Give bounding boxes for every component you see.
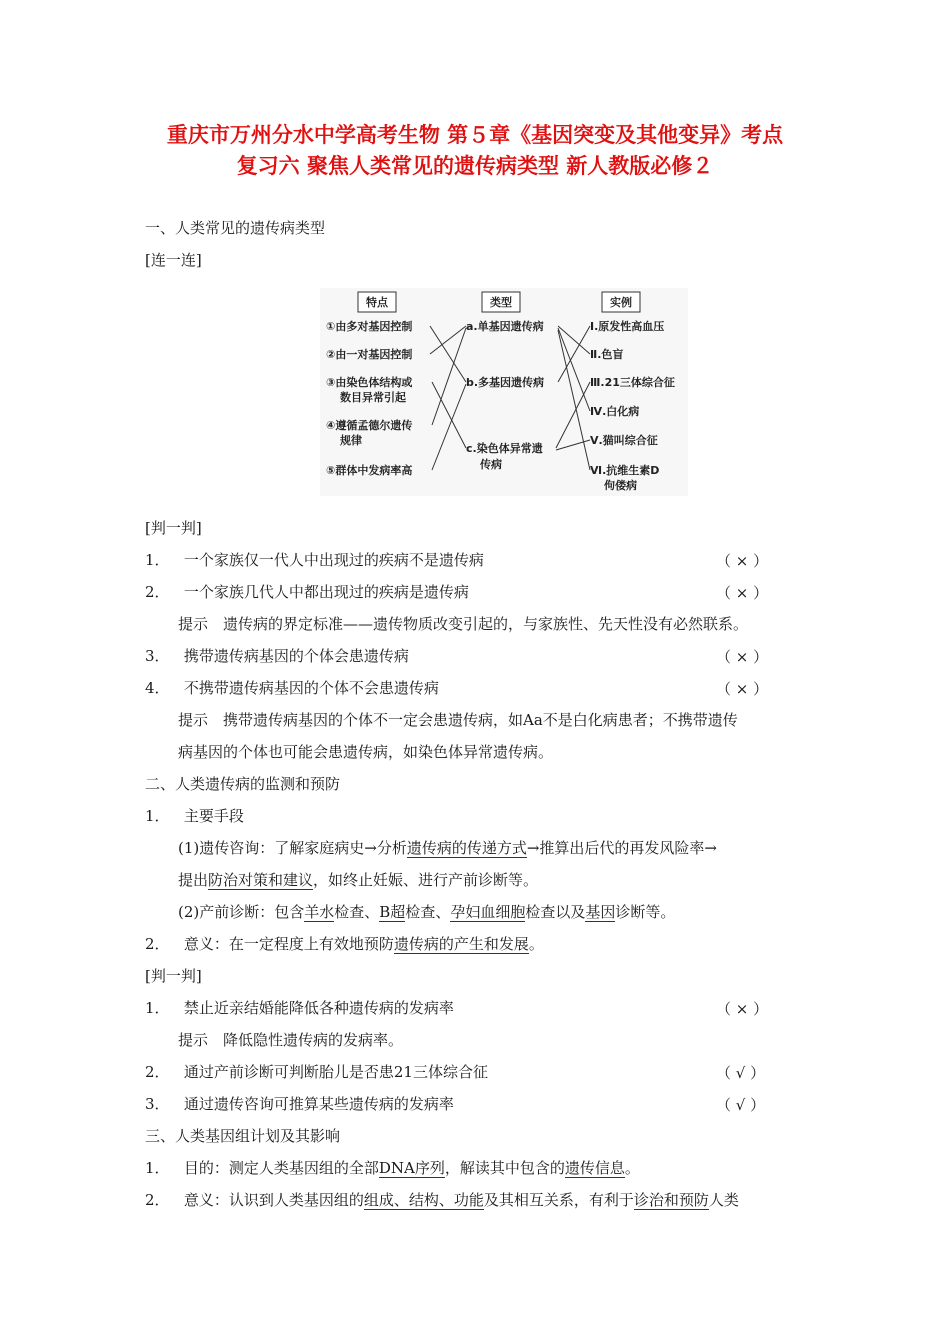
matching-diagram: [320, 288, 688, 496]
trait-4b: 规律: [340, 434, 362, 447]
underlined-term: 传递方式: [466, 839, 527, 857]
example-4: Ⅳ.白化病: [590, 405, 640, 418]
item-number: 1．: [145, 1159, 170, 1177]
header-types: 类型: [490, 296, 512, 309]
header-traits: 特点: [366, 296, 388, 309]
text-segment: →推算出后代的再发风险率→: [526, 839, 717, 857]
text-segment: 。: [528, 935, 544, 953]
underlined-term: 遗传病的: [406, 839, 467, 857]
underlined-term: DNA序列: [378, 1159, 445, 1177]
judge2-item-1: [145, 998, 454, 1018]
item-text: 通过产前诊断可判断胎儿是否患21三体综合征: [183, 1063, 488, 1081]
judge1-mark-1: （ × ）: [716, 552, 769, 570]
judge1-item-2: [145, 582, 469, 602]
judge1-item-4: [145, 678, 439, 698]
underlined-term: 基因: [585, 903, 616, 921]
trait-1: ①由多对基因控制: [326, 320, 413, 333]
text-segment: (2)产前诊断：包含: [178, 903, 305, 921]
item-number: 1．: [145, 999, 170, 1017]
counseling-line-2: [178, 870, 538, 890]
judge2-item-2: [145, 1062, 488, 1082]
trait-4a: ④遵循孟德尔遗传: [326, 419, 413, 432]
underlined-term: 孕妇血细胞: [450, 903, 526, 921]
type-a: a.单基因遗传病: [466, 320, 544, 333]
header-examples: 实例: [610, 296, 632, 309]
trait-3b: 数目异常引起: [340, 391, 406, 404]
section2-item-1: [145, 806, 244, 826]
underlined-term: 诊治和预防: [633, 1191, 709, 1209]
judge1-hint-1: 提示 遗传病的界定标准——遗传物质改变引起的，与家族性、先天性没有必然联系。: [178, 615, 749, 633]
document-title: [100, 120, 850, 182]
trait-2: ②由一对基因控制: [326, 348, 413, 361]
text-segment: 检查以及: [525, 903, 586, 921]
item-number: 2．: [145, 1191, 170, 1209]
section3-heading: 三、人类基因组计划及其影响: [145, 1127, 341, 1145]
judge2-item-3: [145, 1094, 454, 1114]
judge1-hint-2b: 病基因的个体也可能会患遗传病，如染色体异常遗传病。: [178, 743, 554, 761]
judge2-label: [判一判]: [145, 967, 202, 985]
item-number: 2．: [145, 935, 170, 953]
judge2-mark-2: （ √ ）: [716, 1064, 766, 1082]
item-text: 通过遗传咨询可推算某些遗传病的发病率: [183, 1095, 454, 1113]
underlined-term: 组成、结构、功能: [363, 1191, 484, 1209]
underlined-term: B超: [379, 903, 406, 921]
section3-item-1: [145, 1158, 640, 1178]
trait-5: ⑤群体中发病率高: [326, 464, 413, 477]
text-segment: 意义：在一定程度上有效地预防: [183, 935, 394, 953]
example-6a: Ⅵ.抗维生素D: [590, 464, 660, 477]
underlined-term: 羊水: [304, 903, 335, 921]
judge1-mark-3: （ × ）: [716, 648, 769, 666]
judge1-hint-2a: 提示 携带遗传病基因的个体不一定会患遗传病，如Aa不是白化病患者；不携带遗传: [178, 711, 738, 729]
judge2-mark-3: （ √ ）: [716, 1096, 766, 1114]
judge2-mark-1: （ × ）: [716, 1000, 769, 1018]
type-c1: c.染色体异常遗: [466, 442, 543, 455]
trait-3a: ③由染色体结构或: [326, 376, 413, 389]
judge1-item-1: [145, 550, 484, 570]
text-segment: ，解读其中包含的: [444, 1159, 565, 1177]
text-segment: 。: [624, 1159, 640, 1177]
text-segment: 意义：认识到人类基因组的: [183, 1191, 364, 1209]
item-number: 3．: [145, 1095, 170, 1113]
type-c2: 传病: [480, 458, 502, 471]
prenatal-line: [178, 902, 675, 922]
section1-heading: 一、人类常见的遗传病类型: [145, 219, 326, 237]
judge2-hint: 提示 降低隐性遗传病的发病率。: [178, 1031, 404, 1049]
connect-label: [连一连]: [145, 251, 202, 269]
section3-item-2: [145, 1190, 739, 1210]
underlined-term: 遗传信息: [564, 1159, 625, 1177]
text-segment: 检查、: [405, 903, 451, 921]
example-2: Ⅱ.色盲: [590, 348, 624, 361]
item-text: 禁止近亲结婚能降低各种遗传病的发病率: [183, 999, 454, 1017]
item-text: 主要手段: [183, 807, 244, 825]
item-text: 不携带遗传病基因的个体不会患遗传病: [183, 679, 439, 697]
item-text: 一个家族仅一代人中出现过的疾病不是遗传病: [183, 551, 484, 569]
text-segment: (1)遗传咨询：了解家庭病史→分析: [178, 839, 407, 857]
judge1-mark-2: （ × ）: [716, 584, 769, 602]
item-number: 3．: [145, 647, 170, 665]
example-1: Ⅰ.原发性高血压: [590, 320, 665, 333]
example-3: Ⅲ.21三体综合征: [590, 376, 675, 389]
item-number: 1．: [145, 807, 170, 825]
item-number: 2．: [145, 583, 170, 601]
example-5: Ⅴ.猫叫综合征: [590, 434, 658, 447]
text-segment: 诊断等。: [615, 903, 676, 921]
underlined-term: 防治对策和建议: [208, 871, 314, 889]
item-number: 1．: [145, 551, 170, 569]
matching-diagram-svg: [320, 288, 688, 496]
underlined-term: 遗传病的产生和发展: [393, 935, 529, 953]
item-number: 2．: [145, 1063, 170, 1081]
text-segment: 提出: [178, 871, 209, 889]
example-6b: 佝偻病: [604, 479, 637, 492]
judge1-label: [判一判]: [145, 519, 202, 537]
text-segment: 及其相互关系，有利于: [483, 1191, 634, 1209]
judge1-mark-4: （ × ）: [716, 680, 769, 698]
title-line-1: 重庆市万州分水中学高考生物 第５章《基因突变及其他变异》考点: [166, 123, 784, 147]
text-segment: ，如终止妊娠、进行产前诊断等。: [313, 871, 539, 889]
judge1-item-3: [145, 646, 409, 666]
item-number: 4．: [145, 679, 170, 697]
item-text: 一个家族几代人中都出现过的疾病是遗传病: [183, 583, 469, 601]
section2-item-2: [145, 934, 544, 954]
type-b: b.多基因遗传病: [466, 376, 545, 389]
title-line-2: 复习六 聚焦人类常见的遗传病类型 新人教版必修２: [236, 154, 714, 178]
text-segment: 人类: [708, 1191, 739, 1209]
text-segment: 检查、: [334, 903, 380, 921]
item-text: 携带遗传病基因的个体会患遗传病: [183, 647, 409, 665]
counseling-line-1: [178, 838, 717, 858]
section2-heading: 二、人类遗传病的监测和预防: [145, 775, 341, 793]
text-segment: 目的：测定人类基因组的全部: [183, 1159, 379, 1177]
